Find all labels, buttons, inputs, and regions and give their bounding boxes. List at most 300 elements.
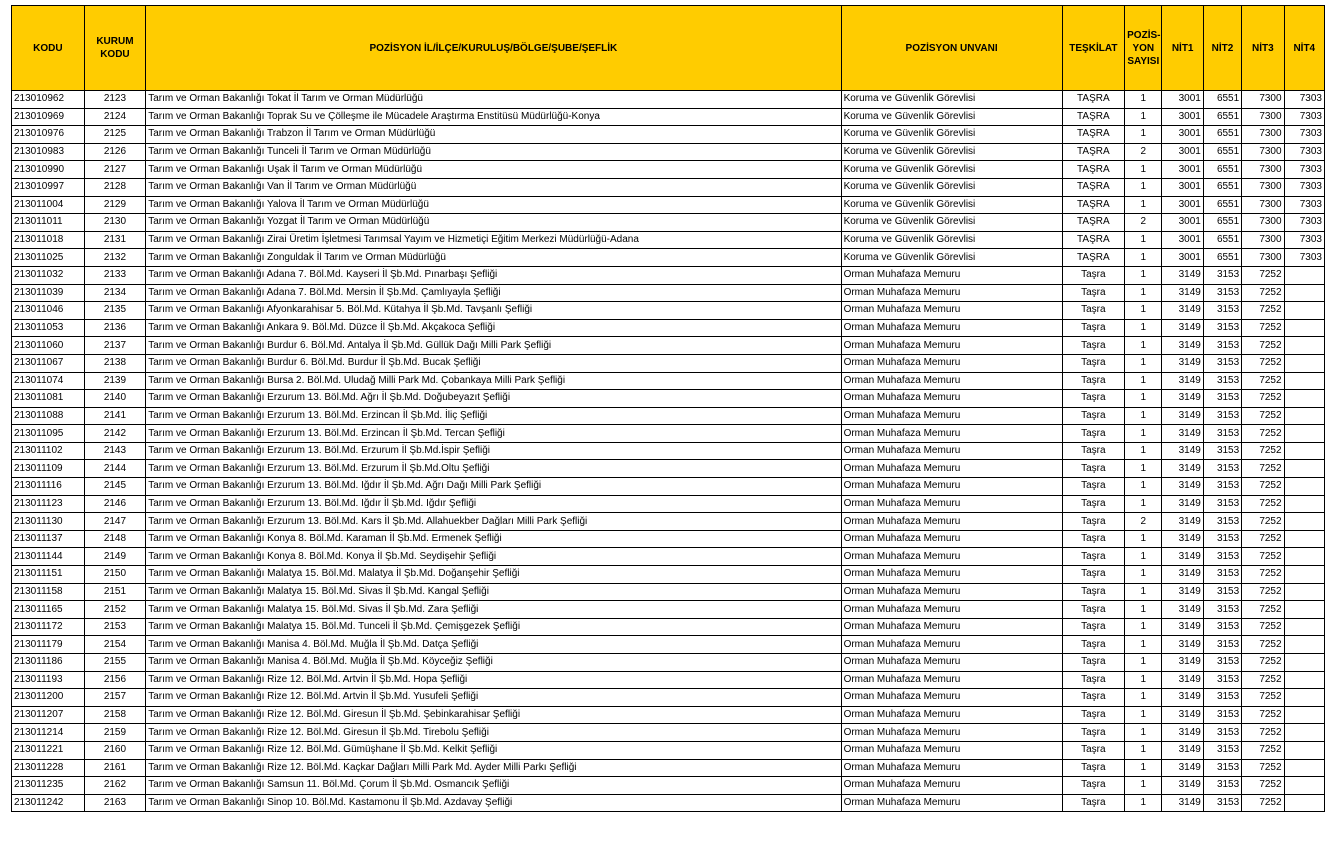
cell-nit1: 3149 bbox=[1162, 390, 1203, 408]
cell-pozisyon-sayisi: 1 bbox=[1125, 178, 1162, 196]
cell-kurum-kodu: 2153 bbox=[84, 618, 146, 636]
cell-pozisyon-unvani: Orman Muhafaza Memuru bbox=[841, 425, 1062, 443]
cell-nit3: 7252 bbox=[1242, 372, 1284, 390]
cell-nit3: 7252 bbox=[1242, 354, 1284, 372]
cell-pozisyon-sayisi: 1 bbox=[1125, 390, 1162, 408]
cell-pozisyon-sayisi: 1 bbox=[1125, 126, 1162, 144]
header-pozisyon-sayisi: POZİS-YON SAYISI bbox=[1125, 6, 1162, 91]
cell-teskilat: Taşra bbox=[1062, 566, 1125, 584]
table-row bbox=[12, 741, 1325, 759]
cell-kodu: 213011018 bbox=[12, 231, 85, 249]
cell-nit3: 7252 bbox=[1242, 319, 1284, 337]
cell-pozisyon-sayisi: 1 bbox=[1125, 777, 1162, 795]
cell-nit3: 7252 bbox=[1242, 390, 1284, 408]
cell-nit3: 7300 bbox=[1242, 126, 1284, 144]
cell-nit4 bbox=[1284, 302, 1324, 320]
cell-kodu: 213010969 bbox=[12, 108, 85, 126]
cell-pozisyon-sayisi: 1 bbox=[1125, 706, 1162, 724]
table-row bbox=[12, 706, 1325, 724]
cell-pozisyon-yer: Tarım ve Orman Bakanlığı Sinop 10. Böl.Md. Kastamonu İl Şb.Md. Azdavay Şefliği bbox=[146, 794, 841, 812]
cell-kurum-kodu: 2150 bbox=[84, 566, 146, 584]
cell-nit2: 3153 bbox=[1203, 671, 1241, 689]
cell-nit2: 3153 bbox=[1203, 513, 1241, 531]
cell-nit2: 3153 bbox=[1203, 654, 1241, 672]
cell-kodu: 213011214 bbox=[12, 724, 85, 742]
cell-kurum-kodu: 2137 bbox=[84, 337, 146, 355]
cell-nit4 bbox=[1284, 442, 1324, 460]
cell-pozisyon-unvani: Koruma ve Güvenlik Görevlisi bbox=[841, 249, 1062, 267]
cell-nit4 bbox=[1284, 425, 1324, 443]
cell-pozisyon-sayisi: 1 bbox=[1125, 654, 1162, 672]
cell-teskilat: Taşra bbox=[1062, 284, 1125, 302]
cell-teskilat: TAŞRA bbox=[1062, 249, 1125, 267]
table-row bbox=[12, 91, 1325, 109]
cell-nit1: 3149 bbox=[1162, 513, 1203, 531]
cell-nit3: 7252 bbox=[1242, 689, 1284, 707]
cell-pozisyon-sayisi: 1 bbox=[1125, 724, 1162, 742]
cell-nit1: 3149 bbox=[1162, 741, 1203, 759]
cell-kurum-kodu: 2130 bbox=[84, 214, 146, 232]
cell-kodu: 213011130 bbox=[12, 513, 85, 531]
cell-nit3: 7300 bbox=[1242, 108, 1284, 126]
cell-kurum-kodu: 2154 bbox=[84, 636, 146, 654]
cell-teskilat: Taşra bbox=[1062, 724, 1125, 742]
cell-nit2: 6551 bbox=[1203, 178, 1241, 196]
cell-nit2: 3153 bbox=[1203, 302, 1241, 320]
cell-pozisyon-unvani: Orman Muhafaza Memuru bbox=[841, 478, 1062, 496]
cell-nit3: 7252 bbox=[1242, 495, 1284, 513]
cell-nit3: 7252 bbox=[1242, 284, 1284, 302]
table-row bbox=[12, 319, 1325, 337]
cell-nit1: 3001 bbox=[1162, 126, 1203, 144]
cell-nit1: 3149 bbox=[1162, 407, 1203, 425]
cell-nit2: 3153 bbox=[1203, 724, 1241, 742]
cell-pozisyon-sayisi: 1 bbox=[1125, 231, 1162, 249]
cell-teskilat: TAŞRA bbox=[1062, 178, 1125, 196]
cell-pozisyon-yer: Tarım ve Orman Bakanlığı Tunceli İl Tarım ve Orman Müdürlüğü bbox=[146, 143, 841, 161]
cell-pozisyon-yer: Tarım ve Orman Bakanlığı Burdur 6. Böl.Md. Burdur İl Şb.Md. Bucak Şefliği bbox=[146, 354, 841, 372]
cell-nit2: 6551 bbox=[1203, 126, 1241, 144]
cell-pozisyon-yer: Tarım ve Orman Bakanlığı Van İl Tarım ve Orman Müdürlüğü bbox=[146, 178, 841, 196]
table-row bbox=[12, 671, 1325, 689]
cell-nit1: 3001 bbox=[1162, 231, 1203, 249]
table-row bbox=[12, 214, 1325, 232]
cell-teskilat: Taşra bbox=[1062, 530, 1125, 548]
cell-pozisyon-unvani: Koruma ve Güvenlik Görevlisi bbox=[841, 91, 1062, 109]
cell-kodu: 213011004 bbox=[12, 196, 85, 214]
cell-nit3: 7252 bbox=[1242, 706, 1284, 724]
cell-nit4: 7303 bbox=[1284, 161, 1324, 179]
cell-nit2: 3153 bbox=[1203, 636, 1241, 654]
cell-nit1: 3149 bbox=[1162, 319, 1203, 337]
cell-kodu: 213011123 bbox=[12, 495, 85, 513]
cell-nit3: 7300 bbox=[1242, 249, 1284, 267]
table-row bbox=[12, 601, 1325, 619]
cell-nit4 bbox=[1284, 706, 1324, 724]
table-row bbox=[12, 759, 1325, 777]
cell-nit4: 7303 bbox=[1284, 91, 1324, 109]
cell-pozisyon-unvani: Orman Muhafaza Memuru bbox=[841, 724, 1062, 742]
cell-pozisyon-yer: Tarım ve Orman Bakanlığı Bursa 2. Böl.Md. Uludağ Milli Park Md. Çobankaya Milli Park Şefliği bbox=[146, 372, 841, 390]
cell-kodu: 213011081 bbox=[12, 390, 85, 408]
table-row bbox=[12, 636, 1325, 654]
cell-kurum-kodu: 2126 bbox=[84, 143, 146, 161]
cell-nit3: 7300 bbox=[1242, 143, 1284, 161]
cell-nit4 bbox=[1284, 495, 1324, 513]
cell-kodu: 213011242 bbox=[12, 794, 85, 812]
table-row bbox=[12, 583, 1325, 601]
cell-nit2: 3153 bbox=[1203, 741, 1241, 759]
cell-kurum-kodu: 2162 bbox=[84, 777, 146, 795]
cell-pozisyon-unvani: Koruma ve Güvenlik Görevlisi bbox=[841, 178, 1062, 196]
cell-pozisyon-unvani: Orman Muhafaza Memuru bbox=[841, 354, 1062, 372]
cell-pozisyon-sayisi: 1 bbox=[1125, 284, 1162, 302]
cell-nit3: 7252 bbox=[1242, 583, 1284, 601]
cell-pozisyon-sayisi: 1 bbox=[1125, 794, 1162, 812]
header-kodu: KODU bbox=[12, 6, 85, 91]
cell-nit1: 3149 bbox=[1162, 302, 1203, 320]
cell-pozisyon-unvani: Orman Muhafaza Memuru bbox=[841, 741, 1062, 759]
cell-nit2: 3153 bbox=[1203, 390, 1241, 408]
cell-kurum-kodu: 2139 bbox=[84, 372, 146, 390]
cell-kodu: 213011046 bbox=[12, 302, 85, 320]
cell-nit2: 3153 bbox=[1203, 284, 1241, 302]
cell-nit4 bbox=[1284, 741, 1324, 759]
table-row bbox=[12, 530, 1325, 548]
cell-pozisyon-sayisi: 1 bbox=[1125, 354, 1162, 372]
cell-pozisyon-unvani: Orman Muhafaza Memuru bbox=[841, 337, 1062, 355]
cell-nit2: 3153 bbox=[1203, 794, 1241, 812]
cell-nit3: 7252 bbox=[1242, 302, 1284, 320]
cell-kurum-kodu: 2123 bbox=[84, 91, 146, 109]
table-header bbox=[12, 6, 1325, 91]
cell-pozisyon-sayisi: 1 bbox=[1125, 478, 1162, 496]
cell-pozisyon-unvani: Orman Muhafaza Memuru bbox=[841, 759, 1062, 777]
table-row bbox=[12, 337, 1325, 355]
cell-teskilat: Taşra bbox=[1062, 706, 1125, 724]
cell-pozisyon-sayisi: 1 bbox=[1125, 337, 1162, 355]
cell-pozisyon-unvani: Orman Muhafaza Memuru bbox=[841, 513, 1062, 531]
cell-pozisyon-yer: Tarım ve Orman Bakanlığı Malatya 15. Böl.Md. Malatya İl Şb.Md. Doğanşehir Şefliği bbox=[146, 566, 841, 584]
cell-kurum-kodu: 2149 bbox=[84, 548, 146, 566]
cell-kurum-kodu: 2142 bbox=[84, 425, 146, 443]
cell-pozisyon-unvani: Orman Muhafaza Memuru bbox=[841, 689, 1062, 707]
cell-teskilat: Taşra bbox=[1062, 407, 1125, 425]
cell-pozisyon-unvani: Orman Muhafaza Memuru bbox=[841, 794, 1062, 812]
cell-kodu: 213011158 bbox=[12, 583, 85, 601]
table-row bbox=[12, 689, 1325, 707]
cell-pozisyon-yer: Tarım ve Orman Bakanlığı Rize 12. Böl.Md. Artvin İl Şb.Md. Yusufeli Şefliği bbox=[146, 689, 841, 707]
cell-pozisyon-yer: Tarım ve Orman Bakanlığı Rize 12. Böl.Md. Artvin İl Şb.Md. Hopa Şefliği bbox=[146, 671, 841, 689]
cell-nit1: 3149 bbox=[1162, 354, 1203, 372]
cell-pozisyon-unvani: Orman Muhafaza Memuru bbox=[841, 618, 1062, 636]
cell-nit1: 3149 bbox=[1162, 654, 1203, 672]
cell-nit3: 7300 bbox=[1242, 214, 1284, 232]
cell-kodu: 213011102 bbox=[12, 442, 85, 460]
cell-nit4 bbox=[1284, 671, 1324, 689]
cell-nit3: 7252 bbox=[1242, 601, 1284, 619]
cell-nit1: 3149 bbox=[1162, 759, 1203, 777]
cell-teskilat: Taşra bbox=[1062, 794, 1125, 812]
table-row bbox=[12, 266, 1325, 284]
cell-nit3: 7300 bbox=[1242, 91, 1284, 109]
cell-nit4 bbox=[1284, 354, 1324, 372]
cell-pozisyon-unvani: Koruma ve Güvenlik Görevlisi bbox=[841, 214, 1062, 232]
cell-nit1: 3149 bbox=[1162, 478, 1203, 496]
header-nit3: NİT3 bbox=[1242, 6, 1284, 91]
cell-teskilat: Taşra bbox=[1062, 689, 1125, 707]
cell-kodu: 213011067 bbox=[12, 354, 85, 372]
cell-kodu: 213011060 bbox=[12, 337, 85, 355]
cell-nit2: 3153 bbox=[1203, 706, 1241, 724]
cell-teskilat: Taşra bbox=[1062, 425, 1125, 443]
cell-teskilat: TAŞRA bbox=[1062, 143, 1125, 161]
cell-nit1: 3001 bbox=[1162, 143, 1203, 161]
cell-nit1: 3001 bbox=[1162, 249, 1203, 267]
cell-kurum-kodu: 2145 bbox=[84, 478, 146, 496]
cell-nit2: 3153 bbox=[1203, 583, 1241, 601]
cell-nit1: 3149 bbox=[1162, 671, 1203, 689]
cell-teskilat: Taşra bbox=[1062, 601, 1125, 619]
cell-pozisyon-yer: Tarım ve Orman Bakanlığı Malatya 15. Böl.Md. Sivas İl Şb.Md. Zara Şefliği bbox=[146, 601, 841, 619]
cell-nit3: 7252 bbox=[1242, 777, 1284, 795]
cell-kurum-kodu: 2157 bbox=[84, 689, 146, 707]
cell-nit3: 7300 bbox=[1242, 231, 1284, 249]
header-kurum-kodu: KURUM KODU bbox=[84, 6, 146, 91]
cell-teskilat: Taşra bbox=[1062, 478, 1125, 496]
cell-nit4 bbox=[1284, 794, 1324, 812]
cell-pozisyon-yer: Tarım ve Orman Bakanlığı Samsun 11. Böl.Md. Çorum İl Şb.Md. Osmancık Şefliği bbox=[146, 777, 841, 795]
cell-pozisyon-yer: Tarım ve Orman Bakanlığı Erzurum 13. Böl.Md. Iğdır İl Şb.Md. Ağrı Dağı Milli Park Şefliği bbox=[146, 478, 841, 496]
cell-nit2: 6551 bbox=[1203, 91, 1241, 109]
cell-pozisyon-sayisi: 1 bbox=[1125, 741, 1162, 759]
cell-kodu: 213011207 bbox=[12, 706, 85, 724]
cell-pozisyon-yer: Tarım ve Orman Bakanlığı Yozgat İl Tarım ve Orman Müdürlüğü bbox=[146, 214, 841, 232]
cell-kurum-kodu: 2151 bbox=[84, 583, 146, 601]
cell-nit4: 7303 bbox=[1284, 143, 1324, 161]
table-row bbox=[12, 777, 1325, 795]
cell-nit1: 3149 bbox=[1162, 425, 1203, 443]
cell-pozisyon-sayisi: 1 bbox=[1125, 249, 1162, 267]
cell-nit4 bbox=[1284, 777, 1324, 795]
cell-nit1: 3149 bbox=[1162, 636, 1203, 654]
header-nit4: NİT4 bbox=[1284, 6, 1324, 91]
cell-pozisyon-yer: Tarım ve Orman Bakanlığı Manisa 4. Böl.Md. Muğla İl Şb.Md. Datça Şefliği bbox=[146, 636, 841, 654]
cell-teskilat: TAŞRA bbox=[1062, 214, 1125, 232]
cell-nit3: 7252 bbox=[1242, 654, 1284, 672]
cell-teskilat: TAŞRA bbox=[1062, 196, 1125, 214]
cell-teskilat: Taşra bbox=[1062, 495, 1125, 513]
cell-kurum-kodu: 2140 bbox=[84, 390, 146, 408]
cell-pozisyon-sayisi: 1 bbox=[1125, 196, 1162, 214]
cell-pozisyon-unvani: Orman Muhafaza Memuru bbox=[841, 583, 1062, 601]
cell-kodu: 213011235 bbox=[12, 777, 85, 795]
cell-kurum-kodu: 2158 bbox=[84, 706, 146, 724]
cell-kodu: 213010997 bbox=[12, 178, 85, 196]
table-row bbox=[12, 566, 1325, 584]
cell-teskilat: TAŞRA bbox=[1062, 126, 1125, 144]
cell-teskilat: Taşra bbox=[1062, 266, 1125, 284]
cell-nit4: 7303 bbox=[1284, 108, 1324, 126]
cell-nit3: 7252 bbox=[1242, 566, 1284, 584]
cell-pozisyon-sayisi: 1 bbox=[1125, 636, 1162, 654]
cell-kodu: 213011116 bbox=[12, 478, 85, 496]
cell-nit4 bbox=[1284, 689, 1324, 707]
cell-kurum-kodu: 2163 bbox=[84, 794, 146, 812]
cell-nit2: 6551 bbox=[1203, 196, 1241, 214]
header-teskilat: TEŞKİLAT bbox=[1062, 6, 1125, 91]
cell-teskilat: Taşra bbox=[1062, 583, 1125, 601]
table-row bbox=[12, 478, 1325, 496]
header-pozisyon-unvani: POZİSYON UNVANI bbox=[841, 6, 1062, 91]
table-body bbox=[12, 91, 1325, 812]
cell-kurum-kodu: 2127 bbox=[84, 161, 146, 179]
cell-kurum-kodu: 2131 bbox=[84, 231, 146, 249]
cell-teskilat: Taşra bbox=[1062, 319, 1125, 337]
cell-pozisyon-unvani: Koruma ve Güvenlik Görevlisi bbox=[841, 231, 1062, 249]
cell-pozisyon-sayisi: 1 bbox=[1125, 407, 1162, 425]
cell-nit3: 7252 bbox=[1242, 337, 1284, 355]
cell-kodu: 213011172 bbox=[12, 618, 85, 636]
cell-kodu: 213011228 bbox=[12, 759, 85, 777]
cell-kurum-kodu: 2141 bbox=[84, 407, 146, 425]
table-row bbox=[12, 249, 1325, 267]
cell-nit2: 3153 bbox=[1203, 548, 1241, 566]
cell-nit2: 6551 bbox=[1203, 161, 1241, 179]
cell-pozisyon-yer: Tarım ve Orman Bakanlığı Rize 12. Böl.Md. Kaçkar Dağları Milli Park Md. Ayder Milli Parkı Şefliği bbox=[146, 759, 841, 777]
cell-pozisyon-yer: Tarım ve Orman Bakanlığı Konya 8. Böl.Md. Konya İl Şb.Md. Seydişehir Şefliği bbox=[146, 548, 841, 566]
table-row bbox=[12, 425, 1325, 443]
table-row bbox=[12, 178, 1325, 196]
cell-kodu: 213011165 bbox=[12, 601, 85, 619]
cell-nit4: 7303 bbox=[1284, 231, 1324, 249]
cell-nit4 bbox=[1284, 460, 1324, 478]
table-row bbox=[12, 460, 1325, 478]
cell-nit4 bbox=[1284, 583, 1324, 601]
cell-pozisyon-yer: Tarım ve Orman Bakanlığı Yalova İl Tarım ve Orman Müdürlüğü bbox=[146, 196, 841, 214]
cell-kurum-kodu: 2161 bbox=[84, 759, 146, 777]
cell-nit2: 3153 bbox=[1203, 478, 1241, 496]
cell-nit3: 7252 bbox=[1242, 759, 1284, 777]
cell-nit1: 3149 bbox=[1162, 548, 1203, 566]
cell-nit4 bbox=[1284, 337, 1324, 355]
cell-pozisyon-yer: Tarım ve Orman Bakanlığı Erzurum 13. Böl.Md. Erzincan İl Şb.Md. Tercan Şefliği bbox=[146, 425, 841, 443]
cell-teskilat: Taşra bbox=[1062, 372, 1125, 390]
cell-nit4: 7303 bbox=[1284, 126, 1324, 144]
cell-teskilat: Taşra bbox=[1062, 741, 1125, 759]
cell-pozisyon-unvani: Orman Muhafaza Memuru bbox=[841, 302, 1062, 320]
cell-nit2: 3153 bbox=[1203, 354, 1241, 372]
cell-kurum-kodu: 2159 bbox=[84, 724, 146, 742]
cell-teskilat: Taşra bbox=[1062, 777, 1125, 795]
cell-kodu: 213011011 bbox=[12, 214, 85, 232]
cell-pozisyon-yer: Tarım ve Orman Bakanlığı Adana 7. Böl.Md. Kayseri İl Şb.Md. Pınarbaşı Şefliği bbox=[146, 266, 841, 284]
cell-pozisyon-yer: Tarım ve Orman Bakanlığı Malatya 15. Böl.Md. Tunceli İl Şb.Md. Çemişgezek Şefliği bbox=[146, 618, 841, 636]
cell-pozisyon-sayisi: 1 bbox=[1125, 618, 1162, 636]
cell-pozisyon-yer: Tarım ve Orman Bakanlığı Erzurum 13. Böl.Md. Ağrı İl Şb.Md. Doğubeyazıt Şefliği bbox=[146, 390, 841, 408]
cell-nit4 bbox=[1284, 407, 1324, 425]
cell-pozisyon-unvani: Orman Muhafaza Memuru bbox=[841, 706, 1062, 724]
cell-nit2: 3153 bbox=[1203, 266, 1241, 284]
cell-pozisyon-unvani: Orman Muhafaza Memuru bbox=[841, 319, 1062, 337]
cell-nit1: 3149 bbox=[1162, 794, 1203, 812]
cell-pozisyon-unvani: Orman Muhafaza Memuru bbox=[841, 284, 1062, 302]
cell-nit3: 7252 bbox=[1242, 618, 1284, 636]
cell-kodu: 213011221 bbox=[12, 741, 85, 759]
cell-pozisyon-unvani: Koruma ve Güvenlik Görevlisi bbox=[841, 161, 1062, 179]
table-row bbox=[12, 618, 1325, 636]
cell-nit4 bbox=[1284, 319, 1324, 337]
cell-nit2: 3153 bbox=[1203, 319, 1241, 337]
cell-nit3: 7252 bbox=[1242, 671, 1284, 689]
cell-kurum-kodu: 2128 bbox=[84, 178, 146, 196]
cell-nit2: 3153 bbox=[1203, 566, 1241, 584]
cell-kurum-kodu: 2135 bbox=[84, 302, 146, 320]
cell-kurum-kodu: 2143 bbox=[84, 442, 146, 460]
cell-pozisyon-sayisi: 1 bbox=[1125, 319, 1162, 337]
cell-kodu: 213011200 bbox=[12, 689, 85, 707]
cell-nit2: 6551 bbox=[1203, 143, 1241, 161]
cell-nit4 bbox=[1284, 478, 1324, 496]
cell-nit3: 7252 bbox=[1242, 425, 1284, 443]
cell-nit3: 7252 bbox=[1242, 741, 1284, 759]
cell-kurum-kodu: 2146 bbox=[84, 495, 146, 513]
cell-pozisyon-unvani: Koruma ve Güvenlik Görevlisi bbox=[841, 108, 1062, 126]
cell-nit4 bbox=[1284, 266, 1324, 284]
cell-kodu: 213011088 bbox=[12, 407, 85, 425]
cell-teskilat: TAŞRA bbox=[1062, 108, 1125, 126]
cell-kodu: 213011179 bbox=[12, 636, 85, 654]
cell-nit4 bbox=[1284, 724, 1324, 742]
cell-nit3: 7252 bbox=[1242, 530, 1284, 548]
cell-pozisyon-yer: Tarım ve Orman Bakanlığı Zonguldak İl Tarım ve Orman Müdürlüğü bbox=[146, 249, 841, 267]
cell-kurum-kodu: 2138 bbox=[84, 354, 146, 372]
cell-kurum-kodu: 2160 bbox=[84, 741, 146, 759]
cell-teskilat: Taşra bbox=[1062, 618, 1125, 636]
cell-kodu: 213011151 bbox=[12, 566, 85, 584]
cell-kodu: 213011109 bbox=[12, 460, 85, 478]
table-row bbox=[12, 390, 1325, 408]
cell-nit1: 3149 bbox=[1162, 530, 1203, 548]
cell-pozisyon-unvani: Orman Muhafaza Memuru bbox=[841, 407, 1062, 425]
cell-teskilat: Taşra bbox=[1062, 337, 1125, 355]
cell-kodu: 213010976 bbox=[12, 126, 85, 144]
cell-pozisyon-unvani: Orman Muhafaza Memuru bbox=[841, 671, 1062, 689]
table-row bbox=[12, 372, 1325, 390]
cell-nit2: 3153 bbox=[1203, 425, 1241, 443]
cell-kodu: 213010983 bbox=[12, 143, 85, 161]
cell-pozisyon-yer: Tarım ve Orman Bakanlığı Rize 12. Böl.Md. Giresun İl Şb.Md. Tirebolu Şefliği bbox=[146, 724, 841, 742]
cell-pozisyon-unvani: Orman Muhafaza Memuru bbox=[841, 601, 1062, 619]
cell-teskilat: TAŞRA bbox=[1062, 91, 1125, 109]
table-row bbox=[12, 196, 1325, 214]
cell-pozisyon-sayisi: 1 bbox=[1125, 759, 1162, 777]
cell-pozisyon-sayisi: 1 bbox=[1125, 583, 1162, 601]
cell-pozisyon-sayisi: 2 bbox=[1125, 214, 1162, 232]
cell-nit2: 3153 bbox=[1203, 442, 1241, 460]
cell-pozisyon-yer: Tarım ve Orman Bakanlığı Toprak Su ve Çölleşme ile Mücadele Araştırma Enstitüsü Müdürlüğü-Konya bbox=[146, 108, 841, 126]
cell-pozisyon-yer: Tarım ve Orman Bakanlığı Erzurum 13. Böl.Md. Iğdır İl Şb.Md. Iğdır Şefliği bbox=[146, 495, 841, 513]
cell-pozisyon-unvani: Koruma ve Güvenlik Görevlisi bbox=[841, 196, 1062, 214]
cell-kurum-kodu: 2147 bbox=[84, 513, 146, 531]
cell-teskilat: Taşra bbox=[1062, 354, 1125, 372]
cell-pozisyon-yer: Tarım ve Orman Bakanlığı Malatya 15. Böl.Md. Sivas İl Şb.Md. Kangal Şefliği bbox=[146, 583, 841, 601]
cell-nit4 bbox=[1284, 601, 1324, 619]
cell-teskilat: Taşra bbox=[1062, 302, 1125, 320]
cell-pozisyon-yer: Tarım ve Orman Bakanlığı Trabzon İl Tarım ve Orman Müdürlüğü bbox=[146, 126, 841, 144]
cell-kodu: 213011025 bbox=[12, 249, 85, 267]
cell-pozisyon-unvani: Orman Muhafaza Memuru bbox=[841, 372, 1062, 390]
